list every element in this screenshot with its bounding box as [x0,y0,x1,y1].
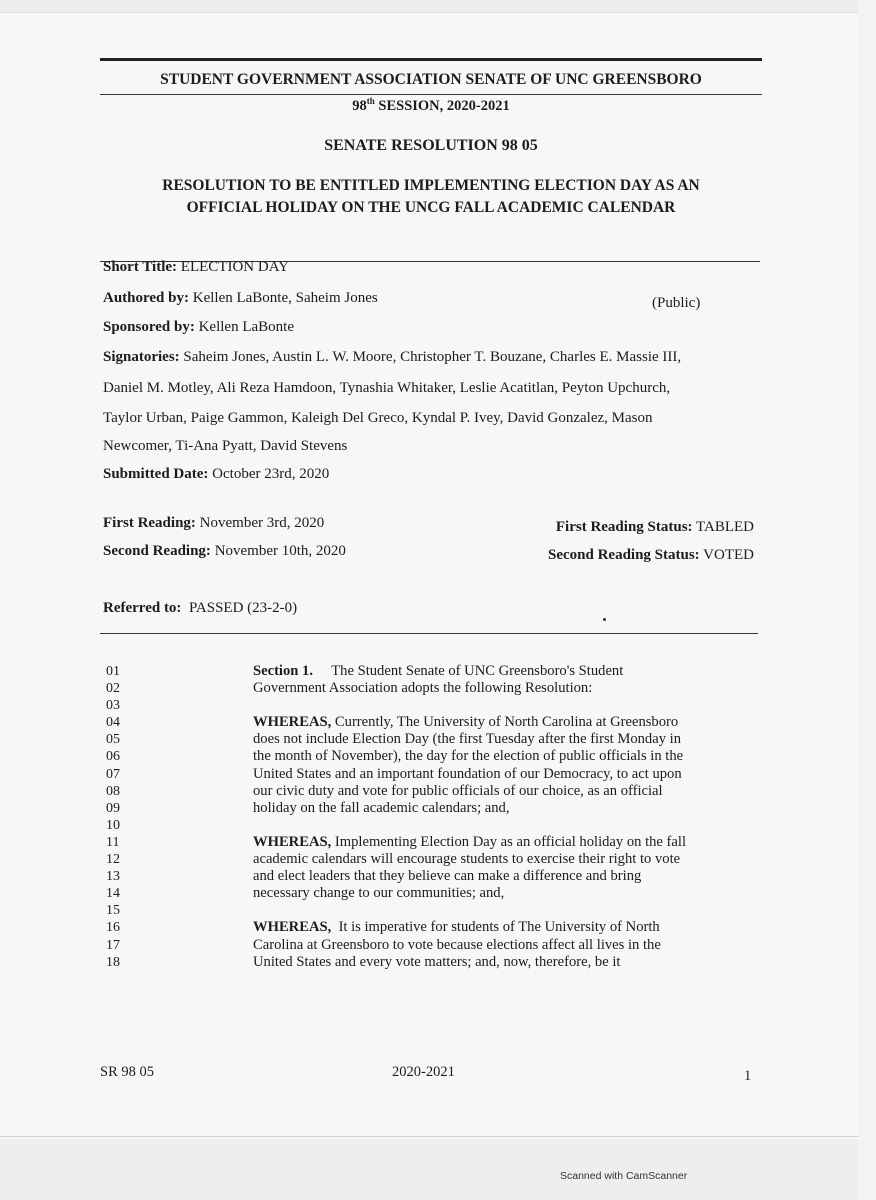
body-line-07: United States and an important foundation of our Democracy, to act upon [253,765,682,782]
signatories-line4: Newcomer, Ti-Ana Pyatt, David Stevens [103,438,348,454]
line-number: 17 [106,937,120,953]
visibility-tag: (Public) [652,295,701,311]
whereas-text: It is imperative for students of The University of North [331,919,660,936]
body-line-11 [253,834,773,851]
sponsored-row [103,319,294,336]
resolution-number: SENATE RESOLUTION 98 05 [324,137,538,154]
body-line-08: our civic duty and vote for public officials of our choice, as an official [253,782,663,799]
body-line-12: academic calendars will encourage students to exercise their right to vote [253,851,681,868]
line-number: 10 [106,817,120,833]
body-line-04 [253,714,773,731]
line-number: 11 [106,834,120,850]
body-line-10 [253,817,773,834]
whereas-label: WHEREAS, [253,833,332,850]
first-reading-value: November 3rd, 2020 [199,515,325,531]
short-title-row [103,259,289,276]
first-reading-label: First Reading: [103,515,196,531]
referred-value: PASSED (23-2-0) [188,600,298,616]
line-number: 08 [106,783,120,799]
session-suffix: th [366,96,375,106]
first-status-row [556,519,754,536]
signatories-label: Signatories: [103,349,180,365]
whereas-label: WHEREAS, [253,714,332,731]
referred-label: Referred to: [103,600,182,616]
body-line-05: does not include Election Day (the first Tuesday after the first Monday in [253,731,681,748]
body-line-15 [253,902,773,919]
second-reading-label: Second Reading: [103,543,211,559]
line-number: 12 [106,852,120,868]
line-number-column [106,663,120,971]
body-line-18: United States and every vote matters; and, now, therefore, be it [253,953,621,970]
resolution-title-line1: RESOLUTION TO BE ENTITLED IMPLEMENTING ELECTION DAY AS AN [162,177,700,194]
first-status-label: First Reading Status: [555,519,693,535]
line-number: 02 [106,681,120,697]
submitted-value: October 23rd, 2020 [212,466,330,482]
second-status-label: Second Reading Status: [547,547,700,563]
referred-row [103,600,297,617]
authored-row [103,290,378,307]
second-status-row [548,547,754,564]
authored-value: Kellen LaBonte, Saheim Jones [192,290,378,306]
line-number: 13 [106,869,120,885]
line-number: 04 [106,715,120,731]
sponsored-value: Kellen LaBonte [198,319,294,335]
footer-session: 2020-2021 [392,1064,455,1080]
body-line-17: Carolina at Greensboro to vote because elections affect all lives in the [253,936,661,953]
line-number: 07 [106,766,120,782]
stray-dot [603,618,606,621]
second-reading-value: November 10th, 2020 [214,543,346,559]
line-number: 14 [106,886,120,902]
footer-page-number: 1 [744,1068,752,1084]
first-status-value: TABLED [696,519,754,535]
section-label: Section 1. [253,663,313,679]
session-years: SESSION, 2020-2021 [374,97,510,114]
signatories-row [103,349,681,366]
first-reading-row [103,515,324,532]
short-title-label: Short Title: [103,259,178,275]
org-heading: STUDENT GOVERNMENT ASSOCIATION SENATE OF UNC GREENSBORO [160,71,702,88]
whereas-text: Implementing Election Day as an official holiday on the fall [331,833,687,850]
authored-label: Authored by: [103,290,189,306]
scanner-watermark: Scanned with CamScanner [560,1170,688,1182]
body-line-13: and elect leaders that they believe can make a difference and bring [253,868,642,885]
signatories-line3: Taylor Urban, Paige Gammon, Kaleigh Del Greco, Kyndal P. Ivey, David Gonzalez, Mason [103,410,653,426]
body-line-02: Government Association adopts the following Resolution: [253,680,593,697]
line-number: 06 [106,749,120,765]
section-text: The Student Senate of UNC Greensboro's Student [331,663,624,679]
line-number: 18 [106,954,120,970]
whereas-text: Currently, The University of North Carolina at Greensboro [331,714,679,731]
whereas-label: WHEREAS, [253,919,332,936]
short-title-value: ELECTION DAY [180,259,289,275]
header-rule-bottom [100,94,762,95]
session-heading [100,96,762,115]
resolution-body [253,663,773,971]
line-number: 03 [106,698,120,714]
line-number: 05 [106,732,120,748]
second-reading-row [103,543,346,560]
signatories-line2: Daniel M. Motley, Ali Reza Hamdoon, Tynashia Whitaker, Leslie Acatitlan, Peyton Upchurch, [103,380,671,396]
line-number: 16 [106,920,120,936]
session-number: 98 [352,97,367,114]
signatories-line1: Saheim Jones, Austin L. W. Moore, Christopher T. Bouzane, Charles E. Massie III, [183,349,682,365]
line-number: 01 [106,664,120,679]
body-line-06: the month of November), the day for the election of public officials in the [253,748,684,765]
submitted-label: Submitted Date: [103,466,209,482]
footer-resolution-id: SR 98 05 [100,1064,154,1080]
body-line-03 [253,697,773,714]
header-rule-top [100,58,762,61]
body-line-16 [253,919,773,936]
line-number: 15 [106,903,120,919]
line-number: 09 [106,800,120,816]
submitted-row [103,466,329,483]
page-edge [858,0,876,1200]
body-line-01 [253,663,773,680]
body-line-09: holiday on the fall academic calendars; and, [253,799,510,816]
meta-rule-bottom [100,633,758,634]
resolution-title-line2: OFFICIAL HOLIDAY ON THE UNCG FALL ACADEMIC CALENDAR [186,199,676,216]
body-line-14: necessary change to our communities; and, [253,885,505,902]
sponsored-label: Sponsored by: [103,319,195,335]
second-status-value: VOTED [703,547,754,563]
page-bottom-shadow [0,1136,858,1137]
